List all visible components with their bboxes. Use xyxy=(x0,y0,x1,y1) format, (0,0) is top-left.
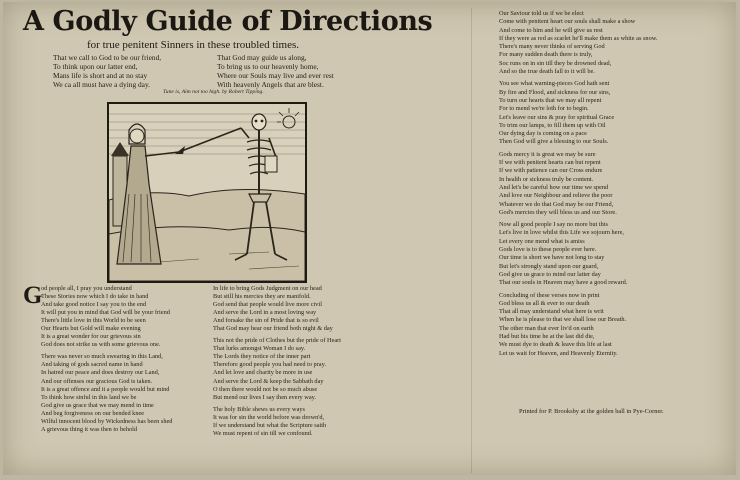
verse-line: God send that people would live more civil xyxy=(213,301,322,309)
verse-line: Our time is short we have not long to stay xyxy=(499,254,605,262)
verse-line: God bless us all & ever to our death xyxy=(499,299,590,307)
intro-line: With heavenly Angels that are blest. xyxy=(217,80,324,89)
verse-line: This not the pride of Clothes but the pride of Heart xyxy=(213,337,342,345)
verse-line: Our Hearts but Gold will make evening xyxy=(41,325,141,333)
verse-line: Our dying day is coming on a pace xyxy=(499,130,587,138)
intro-verse-right xyxy=(217,53,334,89)
verse-line: If we understand but what the Scripture saith xyxy=(213,421,327,429)
intro-line: Where our Souls may live and ever rest xyxy=(217,71,334,80)
verse-line: And come to him and he will give us rest xyxy=(499,26,603,34)
verse-line: God give us grace that we may mend in time xyxy=(41,401,154,409)
verse-line: In hatred our peace and does destroy our Land, xyxy=(41,369,160,377)
printer-imprint: Printed for P. Brooksby at the golden ball in Pye-Corner. xyxy=(519,408,664,415)
verse-line: Gods love is to these people ever here. xyxy=(499,246,597,254)
page-title: A Godly Guide of Directions xyxy=(23,6,433,37)
verse-line: Had but his time he at the last did die, xyxy=(499,332,595,340)
fold-line xyxy=(471,8,472,473)
intro-line: To bring us to our heavenly home, xyxy=(217,62,319,71)
intro-verse-left xyxy=(53,53,161,89)
broadside-sheet xyxy=(3,2,736,475)
verse-line: That lurks amongst Woman I do say. xyxy=(213,345,306,353)
verse-line: And beg forgiveness on our bended knee xyxy=(41,409,145,417)
verse-column-3 xyxy=(499,10,657,358)
verse-line: Let every one mend what is amiss xyxy=(499,237,585,245)
verse-line: These Stories now which I do take in hand xyxy=(41,293,149,301)
verse-line: Soc runs on in sin till they be drowned dead, xyxy=(499,59,612,67)
intro-line: Mans life is short and at no stay xyxy=(53,71,148,80)
verse-line: That God may hear our friend both night & day xyxy=(213,325,333,333)
verse-line: We must repent of sin till we confound. xyxy=(213,429,313,437)
verse-line: To trim our lamps, to fill them up with Oil xyxy=(499,121,606,129)
verse-line: If we with penitent hearts can but repent xyxy=(499,159,601,167)
verse-line: And let's be careful how our time we spend xyxy=(499,183,609,191)
verse-line: God give us grace to mind our latter day xyxy=(499,270,601,278)
verse-line: By fire and Flood, and sickness for our sins, xyxy=(499,88,611,96)
verse-line: Let's leave our sins & pray for spiritual Grace xyxy=(499,113,615,121)
verse-line: It was for sin the world before was drown'd, xyxy=(213,413,325,421)
verse-line: To turn our hearts that we may all repent xyxy=(499,96,602,104)
verse-line: For many sudden death there is truly, xyxy=(499,51,593,59)
verse-line: That all may understand what here is writ xyxy=(499,308,604,316)
verse-column-2 xyxy=(213,285,341,438)
verse-line: You see what warning-pieces God hath sent xyxy=(499,80,610,88)
verse-line: Therefore good people you had need to pray. xyxy=(213,361,326,369)
verse-line: To think how sinful in this land we be xyxy=(41,393,137,401)
verse-line: But still his mercies they are manifold. xyxy=(213,293,311,301)
verse-line: For to mend we're loth for to begin. xyxy=(499,105,589,113)
verse-line: The Lords they notice of the inner part xyxy=(213,353,311,361)
verse-column-1 xyxy=(41,285,172,434)
verse-line: And forsake the sin of Pride that is so evil xyxy=(213,317,319,325)
verse-line: God's mercies they will bless us and our Store. xyxy=(499,208,617,216)
verse-line: In life to bring Gods Judgment on our head xyxy=(213,285,322,292)
woman-and-death-woodcut-icon xyxy=(107,102,307,283)
verse-line: If they were as red as scarlet he'll make them as white as snow. xyxy=(499,34,658,42)
verse-line: There's many never thinks of serving God xyxy=(499,43,605,51)
tune-line: Tune is, Aim not too high. by Robert Tipping. xyxy=(163,89,264,95)
verse-line: Come with penitent heart our souls shall make a show xyxy=(499,18,636,26)
verse-line: And let love and charity be more in use xyxy=(213,369,313,377)
verse-line: Gods mercy it is great we may be sure xyxy=(499,150,596,158)
verse-line: There was never so much swearing in this Land, xyxy=(41,353,163,361)
verse-line: Concluding of these verses now in print xyxy=(499,291,600,299)
intro-line: That we call to God to be our friend, xyxy=(53,53,162,62)
verse-line: The other man that ever liv'd on earth xyxy=(499,324,594,332)
verse-line: When he is please to that we shall lose our Breath. xyxy=(499,316,627,324)
verse-line: We must dye to death & leave this life at last xyxy=(499,341,612,349)
verse-line: It is a great wonder for our grievous sin xyxy=(41,333,141,341)
verse-line: The holy Bible shews us every ways xyxy=(213,405,305,413)
verse-line: And love our Neighbour and relieve the poor xyxy=(499,192,613,200)
verse-line: Let's live in love whilst this Life we sojourn here, xyxy=(499,229,624,237)
verse-line: od people all, I pray you understand xyxy=(41,285,132,292)
verse-line: If we with patience can our Cross endure xyxy=(499,167,603,175)
verse-line: But mend our lives I say then every way. xyxy=(213,393,316,401)
verse-line: And serve the Lord in a most loving way xyxy=(213,309,317,317)
verse-line: And take good notice I say you to the end xyxy=(41,301,147,309)
verse-line: But let's strongly stand upon our guard, xyxy=(499,262,599,270)
verse-line: And serve the Lord & keep the Sabbath day xyxy=(213,377,324,385)
verse-line: It is a great offence and it a people would but mind xyxy=(41,385,170,393)
verse-line: Then God will give a blessing to our Souls. xyxy=(499,138,609,146)
verse-line: In health or sickness truly be content. xyxy=(499,175,594,183)
verse-line: It will put you in mind that God will be your friend xyxy=(41,309,170,317)
verse-line: God does not strike us with some grievous one. xyxy=(41,341,161,349)
verse-line: Whatever we do that God may be our Friend, xyxy=(499,200,614,208)
verse-line: And our offenses our gracious God ts taken. xyxy=(41,377,153,385)
verse-line: There's little love in this World to be seen xyxy=(41,317,146,325)
subtitle: for true penitent Sinners in these troubled times. xyxy=(87,39,300,51)
intro-line: We ca all must have a dying day. xyxy=(53,80,151,89)
intro-line: To think upon our latter end, xyxy=(53,62,138,71)
intro-line: That God may guide us along, xyxy=(217,53,307,62)
verse-line: Wilful innocent blood by Wickedness has been shed xyxy=(41,417,173,425)
verse-line: Let us wait for Heaven, and Heavenly Eternity. xyxy=(499,349,618,357)
verse-line: Now all good people I say no more but this xyxy=(499,221,608,229)
verse-line: And so the true death fall to it will be. xyxy=(499,68,595,76)
verse-line: And taking of gods sacred name in hand xyxy=(41,361,143,369)
verse-line: A grievous thing it was then to behold xyxy=(41,425,138,433)
verse-line: Our Saviour told us if we be elect xyxy=(499,10,584,17)
verse-line: That our souls in Heaven may have a good reward. xyxy=(499,279,628,287)
verse-line: O then there would not be so much abuse xyxy=(213,385,318,393)
drop-cap: G xyxy=(23,282,43,309)
